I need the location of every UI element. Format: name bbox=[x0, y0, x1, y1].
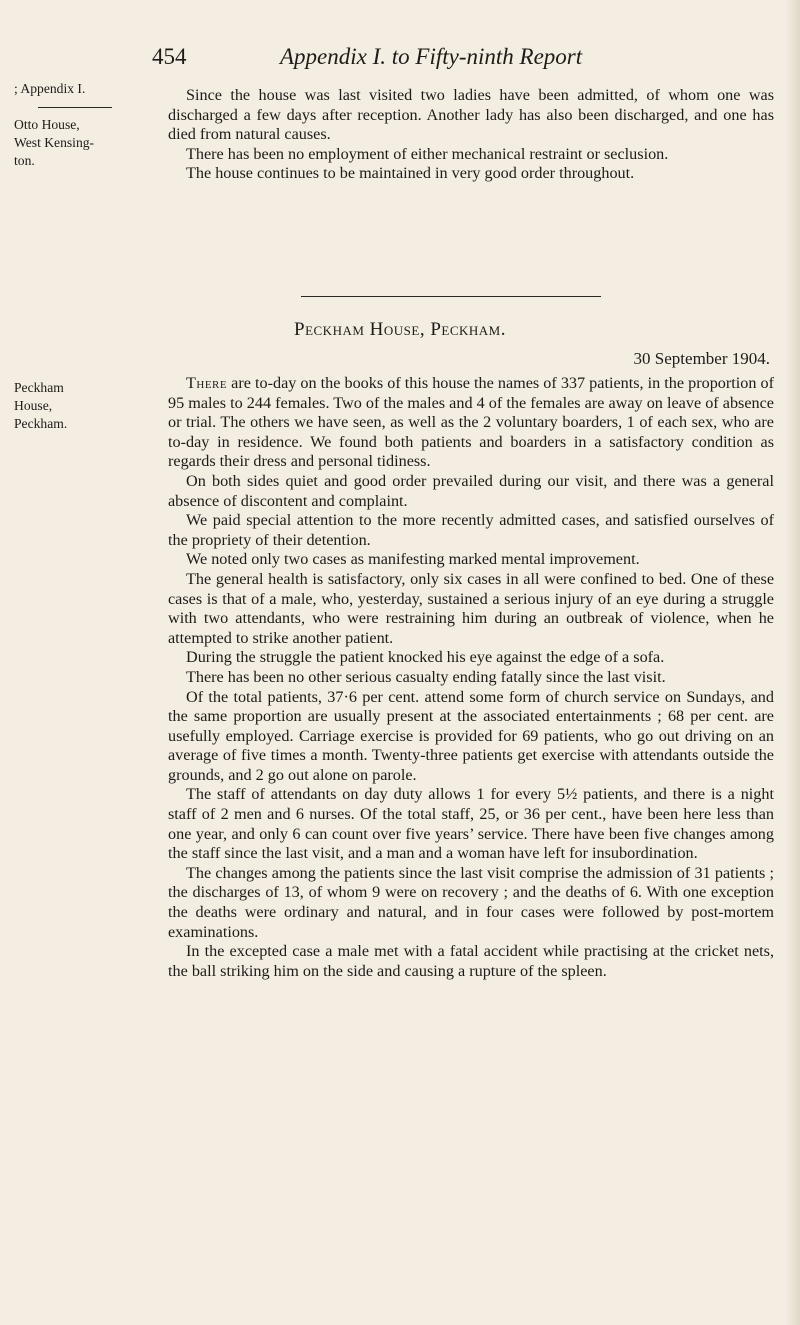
paragraph: There has been no employment of either mechanical restraint or seclusion. bbox=[186, 144, 669, 163]
peckham-house-section bbox=[168, 374, 774, 981]
lead-word: There bbox=[186, 374, 228, 392]
paragraph: During the struggle the patient knocked his eye against the edge of a sofa. bbox=[186, 648, 665, 667]
page-header bbox=[152, 44, 772, 74]
margin-note-line: Peckham bbox=[14, 380, 64, 395]
section-divider bbox=[301, 296, 601, 297]
paragraph: Since the house was last visited two ladies have been admitted, of whom one was discharged a few days after reception. Another lady has also been discharged, and one has died from natural causes. bbox=[168, 86, 774, 144]
paragraph: Of the total patients, 37·6 per cent. attend some form of church service on Sundays, and the same proportion are usually present at the associated entertainments ; 68 per cent. are usefully employed. Carriage exercise is provided for 69 patients, who go out driving on an average of five times a month. Twenty-three patients get exercise with attendants outside the grounds, and 2 go out alone on parole. bbox=[168, 687, 774, 784]
margin-note-appendix bbox=[14, 80, 126, 98]
paragraph: The staff of attendants on day duty allows 1 for every 5½ patients, and there is a night staff of 2 men and 6 nurses. Of the total staff, 25, or 36 per cent., have been here less than one year, and only 6 can count over five years’ service. There have been five changes among the staff since the last visit, and a man and a woman have left for insubordination. bbox=[168, 785, 774, 863]
margin-note-otto-house bbox=[14, 116, 126, 169]
paragraph: We paid special attention to the more recently admitted cases, and satisfied ourselves of the propriety of their detention. bbox=[168, 511, 774, 549]
paragraph: We noted only two cases as manifesting marked mental improvement. bbox=[186, 550, 640, 569]
otto-house-section bbox=[168, 86, 774, 184]
margin-note-peckham-house bbox=[14, 379, 126, 432]
paragraph: The changes among the patients since the last visit comprise the admission of 31 patients ; the discharges of 13, of whom 9 were on recovery ; and the deaths of 6. With one exception the deaths were ordinary and natural, and in four cases were followed by post-mortem examinations. bbox=[168, 863, 774, 941]
margin-note-line: Peckham. bbox=[14, 415, 68, 431]
visit-date: 30 September 1904. bbox=[633, 349, 770, 368]
paragraph: The house continues to be maintained in very good order throughout. bbox=[186, 164, 635, 183]
section-heading bbox=[0, 319, 800, 341]
opening-paragraph-text: are to-day on the books of this house the names of 337 patients, in the proportion of 95 males to 244 females. Two of the males and 4 of the females are away on leave of absence or trial. The others we have seen, as well as the 2 voluntary boarders, 1 of each sex, who are to-day in residence. We found both patients and boarders in a satisfactory condition as regards their dress and personal tidiness. bbox=[168, 374, 774, 471]
page-number: 454 bbox=[152, 44, 187, 69]
margin-note-line: West Kensing- bbox=[14, 134, 95, 150]
section-heading-text: Peckham House, Peckham. bbox=[294, 319, 506, 340]
margin-note-line: Otto House, bbox=[14, 117, 80, 132]
margin-note-rule bbox=[38, 107, 112, 108]
margin-note-appendix-text: ; Appendix I. bbox=[14, 81, 86, 96]
paragraph: The general health is satisfactory, only six cases in all were confined to bed. One of these cases is that of a male, who, yesterday, sustained a serious injury of an eye during a struggle with two attendants, who were restraining him during an outbreak of violence, when he attempted to strike another patient. bbox=[168, 569, 774, 647]
margin-note-line: ton. bbox=[14, 152, 35, 168]
page-edge-shadow bbox=[786, 0, 800, 1325]
margin-note-line: House, bbox=[14, 397, 53, 413]
paragraph: There has been no other serious casualty ending fatally since the last visit. bbox=[186, 667, 666, 686]
running-title: Appendix I. to Fifty-ninth Report bbox=[280, 44, 583, 69]
opening-paragraph bbox=[168, 374, 774, 472]
paragraph: In the excepted case a male met with a fatal accident while practising at the cricket nets, the ball striking him on the side and causing a rupture of the spleen. bbox=[168, 942, 774, 980]
paragraph: On both sides quiet and good order prevailed during our visit, and there was a general absence of discontent and complaint. bbox=[168, 471, 774, 510]
